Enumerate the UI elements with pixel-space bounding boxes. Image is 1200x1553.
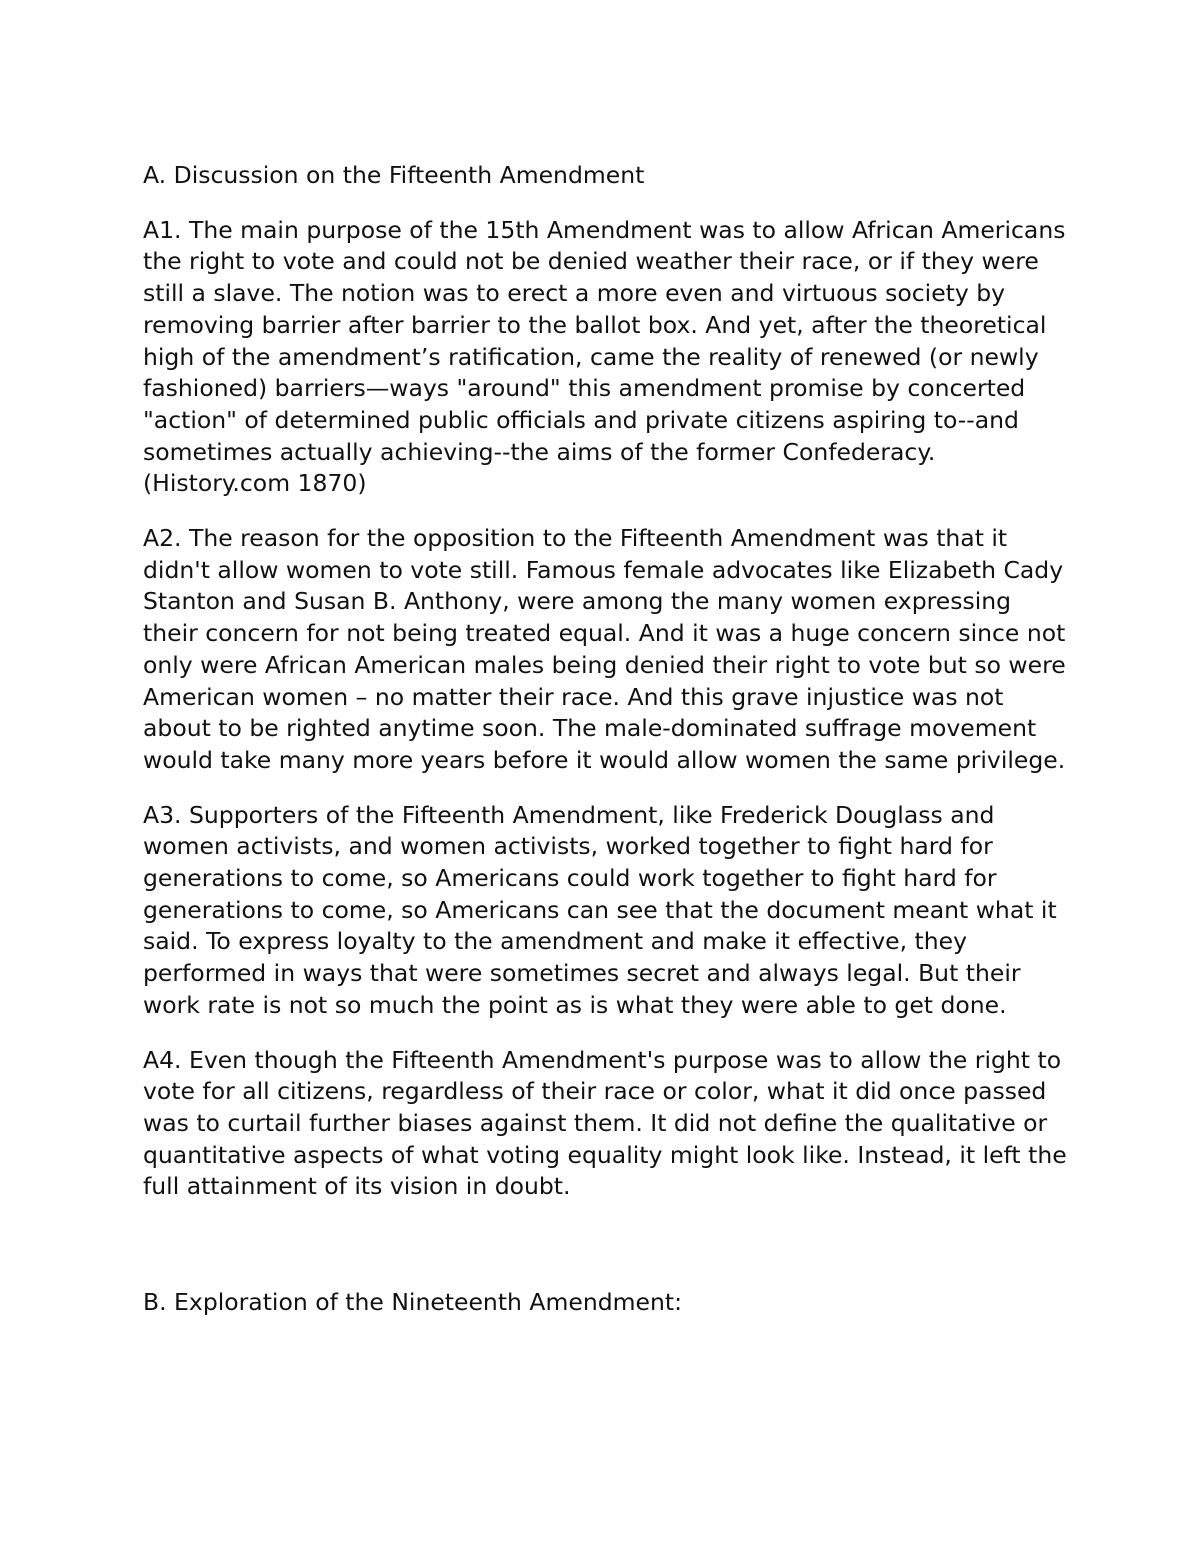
section-b-heading: B. Exploration of the Nineteenth Amendment:	[143, 1288, 683, 1317]
paragraph-a1: A1. The main purpose of the 15th Amendment was to allow African Americans the right to vote and could not be denied weather their race, or if they were still a slave. The notion was to erect a more even and virtuous society by removing barrier after barrier to the ballot box. And yet, after the theoretical high of the amendment’s ratification, came the reality of renewed (or newly fashioned) barriers—ways "around" this amendment promise by concerted "action" of determined public officials and private citizens aspiring to--and sometimes actually achieving--the aims of the former Confederacy. (History.com 1870)	[143, 215, 1066, 498]
section-a-heading: A. Discussion on the Fifteenth Amendment	[143, 161, 645, 189]
paragraph-a4: A4. Even though the Fifteenth Amendment's purpose was to allow the right to vote for all citizens, regardless of their race or color, what it did once passed was to curtail further biases against them. It did not define the qualitative or quantitative aspects of what voting equality might look like. Instead, it left the full attainment of its vision in doubt.	[143, 1045, 1067, 1201]
paragraph-a2: A2. The reason for the opposition to the Fifteenth Amendment was that it didn't allow women to vote still. Famous female advocates like Elizabeth Cady Stanton and Susan B. Anthony, were among the many women expressing their concern for not being treated equal. And it was a huge concern since not only were African American males being denied their right to vote but so were American women – no matter their race. And this grave injustice was not about to be righted anytime soon. The male-dominated suffrage movement would take many more years before it would allow women the same privilege.	[143, 524, 1066, 774]
document-body	[143, 160, 1068, 1342]
paragraph-a3: A3. Supporters of the Fifteenth Amendment, like Frederick Douglass and women activists, and women activists, worked together to fight hard for generations to come, so Americans could work together to fight hard for generations to come, so Americans can see that the document meant what it said. To express loyalty to the amendment and make it effective, they performed in ways that were sometimes secret and always legal. But their work rate is not so much the point as is what they were able to get done.	[143, 800, 1057, 1019]
